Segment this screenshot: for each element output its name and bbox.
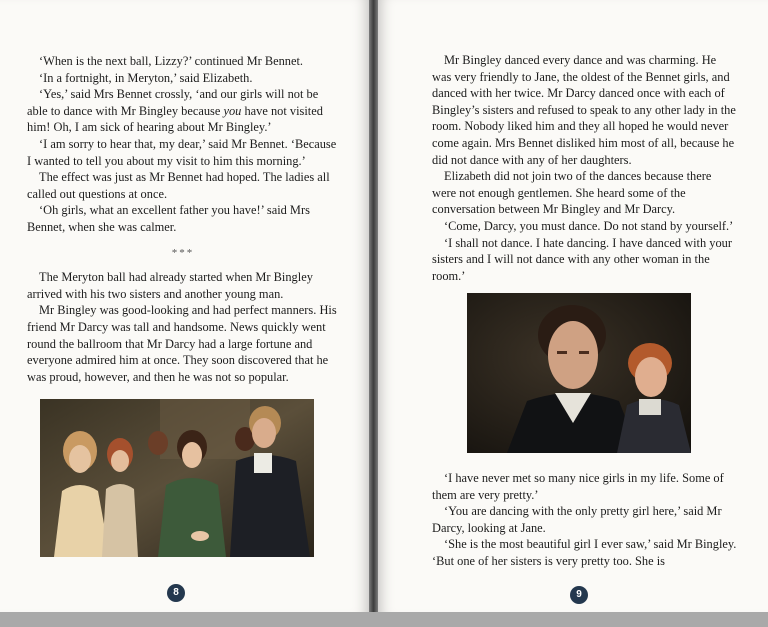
left-page-text: [27, 53, 339, 385]
paragraph: ‘Come, Darcy, you must dance. Do not stand by yourself.’: [444, 218, 734, 233]
book-gutter: [369, 0, 378, 616]
paragraph: Mr Bingley danced every dance and was charming. He was very friendly to Jane, the oldest of the Bennet girls, and danced with her twice. Mr Darcy danced once with each of Bingley’s sisters and refused to speak to any other lady in the room. Nobody liked him and they all hoped he would never come again. Mrs Bennet disliked him most of all, because he did not dance with any of her daughters.: [432, 53, 736, 167]
right-page-text-bottom: [432, 470, 738, 570]
paragraph: The Meryton ball had already started when Mr Bingley arrived with his two sisters and another young man.: [27, 270, 313, 301]
page-number-badge: 9: [570, 586, 588, 604]
darcy-photo: [467, 293, 691, 453]
paragraph: ‘I am sorry to hear that, my dear,’ said Mr Bennet. ‘Because I wanted to tell you about my visit to him this morning.’: [27, 136, 337, 168]
ballroom-photo: [40, 399, 314, 557]
paragraph: Mr Bingley was good-looking and had perfect manners. His friend Mr Darcy was tall and handsome. News quickly went round the ballroom that Mr Darcy had a large fortune and everyone admired him at once. They soon discovered that he was proud, however, and then he was not so popular.: [27, 303, 337, 384]
paragraph: ‘When is the next ball, Lizzy?’ continued Mr Bennet.: [39, 54, 304, 68]
page-number-badge: 8: [167, 584, 185, 602]
paragraph-text: ‘Yes,’ said Mrs Bennet crossly, ‘and our girls will not be able to dance with Mr Bingley because: [27, 87, 319, 118]
paragraph: ‘I have never met so many nice girls in my life. Some of them are very pretty.’: [432, 471, 724, 502]
paragraph: [27, 86, 339, 136]
section-break: ***: [171, 246, 195, 259]
paragraph-text: have not visited him! Oh, I am sick of hearing about Mr Bingley.’: [27, 103, 323, 135]
paragraph: ‘I shall not dance. I hate dancing. I have danced with your sisters and I will not dance with any other woman in the room.’: [432, 235, 732, 283]
paragraph: ‘Oh girls, what an excellent father you have!’ said Mrs Bennet, when she was calmer.: [27, 203, 310, 234]
paragraph: ‘You are dancing with the only pretty girl here,’ said Mr Darcy, looking at Jane.: [432, 504, 722, 535]
darcy-illustration: [467, 293, 691, 453]
paragraph: Elizabeth did not join two of the dances because there were not enough gentlemen. She heard some of the conversation between Mr Bingley and Mr Darcy.: [432, 169, 712, 217]
paragraph: ‘She is the most beautiful girl I ever saw,’ said Mr Bingley. ‘But one of her sisters is very pretty too. She is: [432, 537, 737, 568]
scan-bottom-edge: [0, 612, 768, 627]
paragraph: ‘In a fortnight, in Meryton,’ said Elizabeth.: [39, 70, 253, 85]
ballroom-illustration: [40, 399, 314, 557]
emphasis-word: you: [223, 103, 242, 118]
paragraph: The effect was just as Mr Bennet had hoped. The ladies all called out questions at once.: [27, 170, 330, 201]
right-page-text: [432, 52, 738, 284]
